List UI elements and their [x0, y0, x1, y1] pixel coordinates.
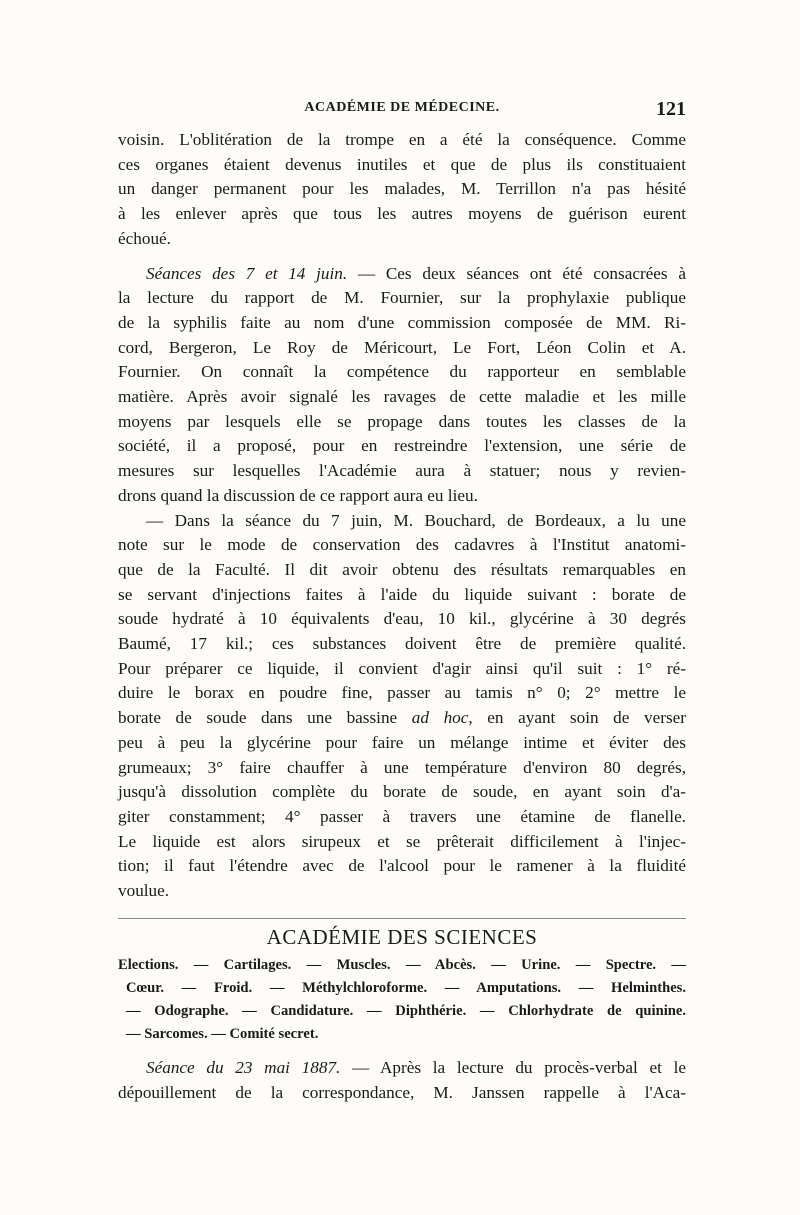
paragraph-seance-mai — [118, 1056, 686, 1105]
paragraph-terrillon — [118, 128, 686, 252]
text-line: jusqu'à dissolution complète du borate de soude, en ayant soin d'a- — [118, 782, 686, 802]
summary-line: — Odographe. — Candidature. — Diphthérie. — Chlorhydrate de quinine. — [126, 1002, 686, 1019]
text-line: à les enlever après que tous les autres moyens de guérison eurent — [118, 204, 686, 224]
page-number: 121 — [656, 98, 686, 120]
text-line: Fournier. On connaît la compétence du rapporteur en semblable — [118, 362, 686, 382]
text-line: se servant d'injections faites à l'aide du liquide suivant : borate de — [118, 584, 686, 604]
text-line: que de la Faculté. Il dit avoir obtenu des résultats remarquables en — [118, 559, 686, 579]
text-line: la lecture du rapport de M. Fournier, sur la prophylaxie publique — [118, 288, 686, 308]
page — [118, 98, 686, 1105]
running-header — [118, 98, 686, 128]
text-line: tion; il faut l'étendre avec de l'alcool pour le ramener à la fluidité — [118, 856, 686, 876]
latin-italic: ad hoc — [411, 708, 469, 728]
text-line: giter constamment; 4° passer à travers une étamine de flanelle. — [118, 806, 686, 826]
section-divider — [118, 918, 686, 919]
text-line: société, il a proposé, pour en restreindre l'extension, une série de — [118, 436, 686, 456]
text-line: peu à peu la glycérine pour faire un mélange intime et éviter des — [118, 732, 686, 752]
text-line: voisin. L'oblitération de la trompe en a été la conséquence. Comme — [118, 130, 686, 149]
text-line: Le liquide est alors sirupeux et se prêterait difficilement à l'injec- — [118, 831, 686, 851]
text-line — [118, 706, 686, 731]
text-line: Baumé, 17 kil.; ces substances doivent être de première qualité. — [118, 634, 686, 654]
text-line — [118, 1056, 686, 1081]
text-line: de la syphilis faite au nom d'une commission composée de MM. Ri- — [118, 312, 686, 332]
text-fragment: — Après la lecture du procès-verbal et le — [340, 1057, 686, 1077]
text-line: Pour préparer ce liquide, il convient d'agir ainsi qu'il suit : 1° ré- — [118, 658, 686, 678]
text-line: note sur le mode de conservation des cadavres à l'Institut anatomi- — [118, 535, 686, 555]
text-line — [118, 262, 686, 287]
text-line: voulue. — [118, 881, 170, 901]
summary-line: — Sarcomes. — Comité secret. — [126, 1025, 319, 1042]
paragraph-seances-juin — [118, 262, 686, 509]
section-summary — [118, 954, 686, 1046]
text-line: ces organes étaient devenus inutiles et que de plus ils constituaient — [118, 154, 686, 174]
text-line: moyens par lesquels elle se propage dans toutes les classes de la — [118, 411, 686, 431]
text-fragment: , en ayant soin de verser — [468, 708, 686, 728]
text-line: drons quand la discussion de ce rapport aura eu lieu. — [118, 485, 478, 505]
text-fragment: — Ces deux séances ont été consacrées à — [347, 263, 686, 283]
text-line: échoué. — [118, 228, 171, 248]
paragraph-bouchard — [118, 509, 686, 904]
summary-line: Elections. — Cartilages. — Muscles. — Abcès. — Urine. — Spectre. — — [118, 956, 686, 973]
text-fragment: borate de soude dans une bassine — [118, 708, 412, 728]
text-line: — Dans la séance du 7 juin, M. Bouchard, de Bordeaux, a lu une — [146, 510, 686, 530]
text-line: grumeaux; 3° faire chauffer à une température d'environ 80 degrés, — [118, 757, 686, 777]
section-title: ACADÉMIE DES SCIENCES — [266, 924, 538, 949]
seance-date-italic: Séance du 23 mai 1887. — [146, 1057, 341, 1077]
text-line: un danger permanent pour les malades, M. Terrillon n'a pas hésité — [118, 179, 686, 199]
text-line: soude hydraté à 10 équivalents d'eau, 10 kil., glycérine à 30 degrés — [118, 609, 686, 629]
running-title: ACADÉMIE DE MÉDECINE. — [304, 100, 500, 115]
text-line: dépouillement de la correspondance, M. Janssen rappelle à l'Aca- — [118, 1082, 686, 1102]
summary-line: Cœur. — Froid. — Méthylchloroforme. — Amputations. — Helminthes. — [126, 979, 686, 996]
text-line: duire le borax en poudre fine, passer au tamis n° 0; 2° mettre le — [118, 683, 686, 703]
text-line: mesures sur lesquelles l'Académie aura à statuer; nous y revien- — [118, 461, 686, 481]
text-line: cord, Bergeron, Le Roy de Méricourt, Le Fort, Léon Colin et A. — [118, 337, 686, 357]
text-line: matière. Après avoir signalé les ravages de cette maladie et les mille — [118, 387, 686, 407]
seance-date-italic: Séances des 7 et 14 juin. — [146, 263, 348, 283]
